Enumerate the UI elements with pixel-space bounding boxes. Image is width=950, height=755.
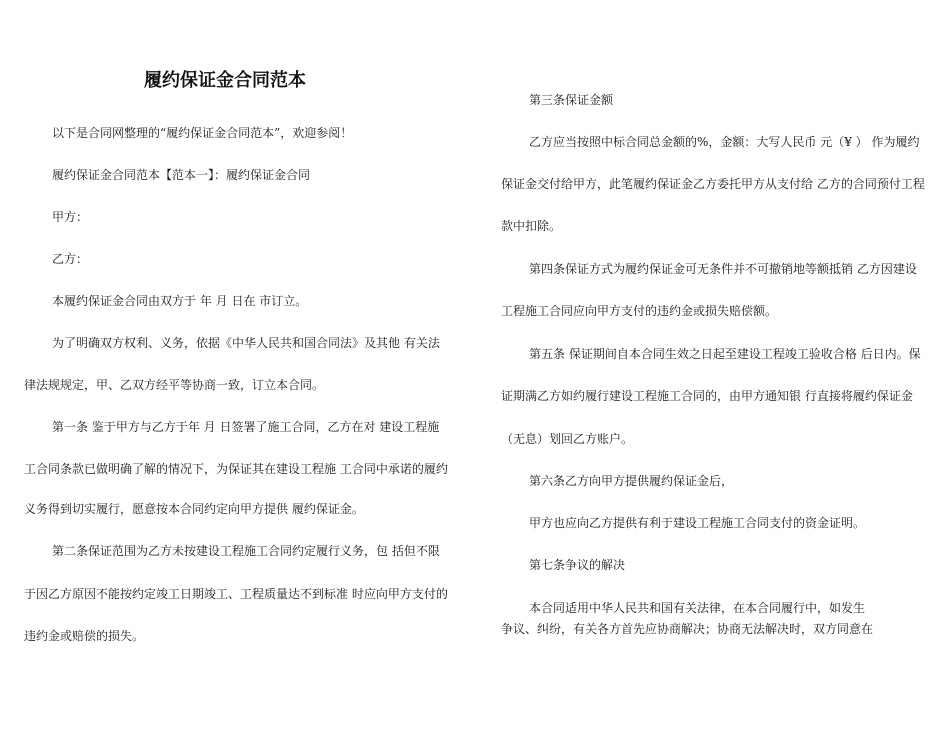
paragraph-line: 律法规规定，甲、乙双方经平等协商一致，订立本合同。 [24,378,325,392]
paragraph-line: 第四条保证方式为履约保证金可无条件并不可撤销地等额抵销 乙方因建设 [529,262,917,276]
paragraph-line: 为了明确双方权利、义务，依据《中华人民共和国合同法》及其他 有关法 [52,336,440,350]
paragraph-line: 工程施工合同应向甲方支付的违约金或损失赔偿额。 [501,304,778,318]
paragraph-line: 工合同条款已做明确了解的情况下，为保证其在建设工程施 工合同中承诺的履约 [24,462,448,476]
paragraph-line: 保证金交付给甲方，此笔履约保证金乙方委托甲方从支付给 乙方的合同预付工程 [501,177,925,191]
paragraph-line: 乙方： [52,252,89,266]
paragraph-line: 第六条乙方向甲方提供履约保证金后， [529,474,734,488]
paragraph-line: 履约保证金合同范本【范本一】：履约保证金合同 [52,168,311,182]
paragraph-line: 第三条保证金额 [529,93,614,107]
page-title: 履约保证金合同范本 [144,70,306,91]
paragraph-line: 甲方也应向乙方提供有利于建设工程施工合同支付的资金证明。 [529,516,866,530]
paragraph-line: 款中扣除。 [501,219,562,233]
paragraph-line: 第五条 保证期间自本合同生效之日起至建设工程竣工验收合格 后日内。保 [529,347,921,361]
paragraph-line: 第七条争议的解决 [529,558,626,572]
paragraph-line: 于因乙方原因不能按约定竣工日期竣工、工程质量达不到标准 时应向甲方支付的 [24,587,448,601]
paragraph-line: （无息）划回乙方账户。 [501,432,634,446]
paragraph-line: 本合同适用中华人民共和国有关法律，在本合同履行中，如发生 [529,601,866,615]
paragraph-line: 乙方应当按照中标合同总金额的%，金额：大写人民币 元（¥ ） 作为履约 [529,135,920,149]
paragraph-line: 第二条保证范围为乙方未按建设工程施工合同约定履行义务，包 括但不限 [52,544,440,558]
paragraph-line: 本履约保证金合同由双方于 年 月 日在 市订立。 [52,294,308,308]
paragraph-line: 违约金或赔偿的损失。 [24,629,145,643]
paragraph-line: 甲方： [52,210,89,224]
paragraph-line: 义务得到切实履行，愿意按本合同约定向甲方提供 履约保证金。 [24,502,364,516]
paragraph-line: 争议、纠纷，有关各方首先应协商解决；协商无法解决时，双方同意在 [501,622,874,636]
paragraph-line: 第一条 鉴于甲方与乙方于年 月 日签署了施工合同，乙方在对 建设工程施 [52,420,440,434]
paragraph-line: 证期满乙方如约履行建设工程施工合同的，由甲方通知银 行直接将履约保证金 [501,389,913,403]
paragraph-line: 以下是合同网整理的“履约保证金合同范本”，欢迎参阅！ [52,126,353,140]
